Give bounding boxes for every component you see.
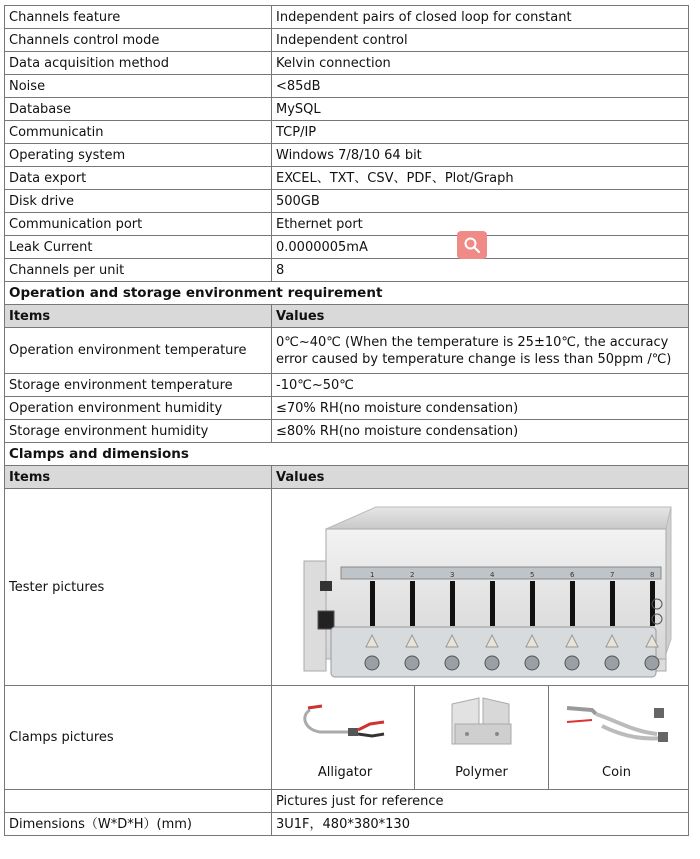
channel-slot [490,581,495,626]
magnifier-icon [463,236,481,254]
spec-label: Storage environment humidity [5,420,272,443]
dimensions-label: Dimensions（W*D*H）(mm) [5,813,272,836]
tester-row [5,489,689,686]
section-title-clamps: Clamps and dimensions [5,443,689,466]
spec-label: Operation environment temperature [5,328,272,374]
spec-label: Operation environment humidity [5,397,272,420]
spec-value: ≤80% RH(no moisture condensation) [272,420,689,443]
channel-slot [610,581,615,626]
header-values: Values [272,305,689,328]
spec-row [5,121,689,144]
section-row [5,443,689,466]
header-items: Items [5,305,272,328]
spec-value: Windows 7/8/10 64 bit [272,144,689,167]
spec-row [5,75,689,98]
spec-value: MySQL [272,98,689,121]
tester-picture [276,489,684,685]
spec-value: Kelvin connection [272,52,689,75]
clamp-alligator [276,686,415,789]
spec-row [5,420,689,443]
spec-label: Database [5,98,272,121]
channel-slot [450,581,455,626]
power-indicator-icon [320,581,332,591]
coin-cell-clip-icon [562,696,672,746]
spec-row [5,397,689,420]
channel-connector [405,656,419,670]
channel-connector [645,656,659,670]
spec-row [5,190,689,213]
channel-connector [525,656,539,670]
tester-picture-cell [272,489,689,686]
spec-label: Data export [5,167,272,190]
channel-number: 1 [370,571,375,579]
clamp-name: Polymer [455,765,508,780]
header-values: Values [272,466,689,489]
spec-label: Disk drive [5,190,272,213]
section-row [5,282,689,305]
spec-row [5,52,689,75]
channel-connector [605,656,619,670]
channel-slot [410,581,415,626]
channel-number: 8 [650,571,655,579]
spec-label: Communicatin [5,121,272,144]
zoom-button[interactable] [457,231,487,259]
spec-value: 0.0000005mA [272,236,689,259]
spec-label: Operating system [5,144,272,167]
reference-row [5,790,689,813]
spec-value: Independent control [272,29,689,52]
spec-row [5,374,689,397]
channel-slot [570,581,575,626]
spec-row [5,259,689,282]
header-row [5,466,689,489]
spec-row [5,328,689,374]
channel-number: 7 [610,571,615,579]
reference-note: Pictures just for reference [272,790,689,813]
spec-value: 500GB [272,190,689,213]
spec-value: <85dB [272,75,689,98]
clamp-name: Coin [602,765,631,780]
clamps-picture-cell [272,686,689,790]
header-items: Items [5,466,272,489]
dimensions-value: 3U1F，480*380*130 [272,813,689,836]
spec-value: ≤70% RH(no moisture condensation) [272,397,689,420]
spec-label: Storage environment temperature [5,374,272,397]
header-row [5,305,689,328]
spec-value: TCP/IP [272,121,689,144]
tester-label: Tester pictures [5,489,272,686]
clamps-row [5,686,689,790]
clamps-label: Clamps pictures [5,686,272,790]
channel-number: 3 [450,571,455,579]
spec-row [5,236,689,259]
spec-label: Channels control mode [5,29,272,52]
spec-value: EXCEL、TXT、CSV、PDF、Plot/Graph [272,167,689,190]
empty-cell [5,790,272,813]
spec-value: 8 [272,259,689,282]
spec-row [5,144,689,167]
battery-tester-icon [276,489,689,685]
channel-number: 4 [490,571,495,579]
clamp-name: Alligator [317,765,373,780]
spec-row [5,167,689,190]
channel-slot [530,581,535,626]
clamp-coin [549,686,684,789]
channel-number: 5 [530,571,535,579]
channel-connector [565,656,579,670]
spec-row [5,213,689,236]
channel-connector [365,656,379,670]
spec-label: Communication port [5,213,272,236]
spec-value: Ethernet port [272,213,689,236]
clamp-polymer [415,686,549,789]
channel-number: 2 [410,571,415,579]
channel-number: 6 [570,571,575,579]
spec-value: -10℃~50℃ [272,374,689,397]
channel-connector [445,656,459,670]
spec-row [5,6,689,29]
spec-value: Independent pairs of closed loop for constant [272,6,689,29]
spec-label: Data acquisition method [5,52,272,75]
spec-label: Channels per unit [5,259,272,282]
spec-label: Channels feature [5,6,272,29]
dimensions-row [5,813,689,836]
alligator-clip-icon [300,696,390,746]
spec-label: Leak Current [5,236,272,259]
power-switch-icon [318,611,334,629]
spec-label: Noise [5,75,272,98]
spec-value: 0℃~40℃ (When the temperature is 25±10℃, the accuracy error caused by temperature change is less than 50ppm /℃) [272,328,689,374]
spec-table [4,5,689,836]
section-title-environment: Operation and storage environment requirement [5,282,689,305]
spec-row [5,29,689,52]
channel-connector [485,656,499,670]
spec-row [5,98,689,121]
polymer-fixture-icon [447,694,517,748]
channel-slot [370,581,375,626]
